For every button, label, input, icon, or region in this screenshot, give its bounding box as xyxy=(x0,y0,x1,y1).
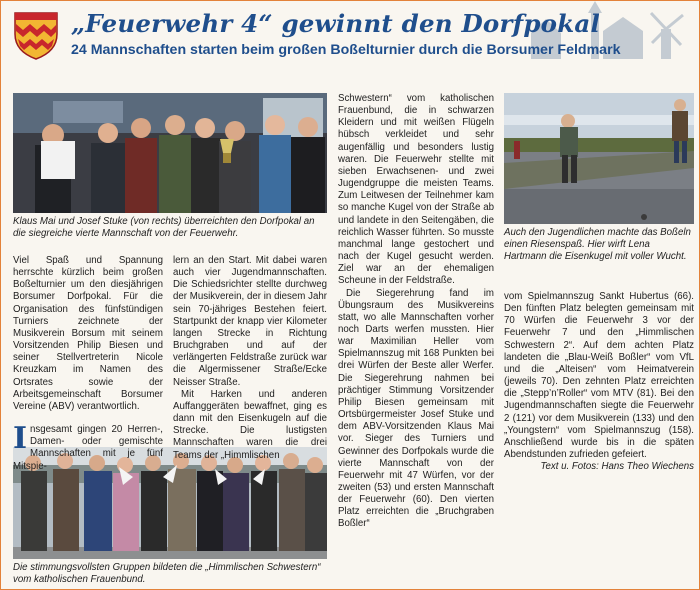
article-paragraph-text: nsgesamt gingen 20 Herren-, Damen- oder gemischte Mannschaften mit je fünf Mitspie- xyxy=(13,424,163,472)
article-paragraph: Die Siegerehrung fand im Übungsraum des Musikvereins statt, wo alle Mannschaften vorher noch Darts werfen mussten. Hier war Maximilian Heller vom Spielmannszug mit 168 Punkten bei drei Würfen der Beste aller Werfer. Die Siegerehrung nahmen bei prächtiger Stimmung Vorsitzender Philip Biesen gemeinsam mit Ortsbürgermeister Josef Stuke und dem ABV-Vorsitzenden Klaus Mai vor. Sieger des Turniers und Gewinner des Dorfpokals wurde die vierte Mannschaft von der Feuerwehr mit 47 Würfen, vor der zweiten (53) und ersten Mannschaft der Feuerwehr (60). Den vierten Platz erreichten die „Bruchgraben Boßler“ xyxy=(338,287,494,530)
top-left-photo-caption: Klaus Mai und Josef Stuke (von rechts) überreichten den Dorfpokal an die siegreiche vierte Mannschaft von der Feuerwehr. xyxy=(13,216,315,240)
article-paragraph: Mit Harken und anderen Auffanggeräten bewaffnet, ging es dann mit den Eisenkugeln auf die Strecke. Die lustigsten Mannschaften waren die drei Teams der „Himmlischen xyxy=(173,388,327,461)
town-coat-of-arms-icon xyxy=(11,10,61,60)
article-paragraph: lern an den Start. Mit dabei waren auch vier Jugendmannschaften. Die Schiedsrichter stellte durchweg der Musikverein, der in diesem Jahr sein 70-jähriges Bestehen feiert. Startpunkt der knapp vier Kilometer langen Strecke in Richtung Bruchgraben und auf der verlängerten Feldstraße zurück war die Algermissener Straße/Ecke Neisser Straße. xyxy=(173,255,327,388)
throwing-photo xyxy=(504,93,694,224)
article-paragraph-dropcap xyxy=(13,421,163,473)
article-column-4 xyxy=(504,291,694,473)
article-column-2 xyxy=(173,255,327,462)
article-paragraph: Schwestern“ vom katholischen Frauenbund, die in schwarzen Kleidern und mit weißen Flügeln hübsch verkleidet und sehr augenfällig und besonders lustig waren. Die Feuerwehr stellte mit sieben Erwachsenen- und zwei Jugendgruppe die meisten Teams. Zum Leitwesen der Teilnehmer kam so manche Kugel von der Straße ab und landete in den Seitengäben, die reichlich Wasser führten. So musste manchmal lange gestochert und nach der Kugel gesucht werden. Ziel war an der ehemaligen Scheune in der Feldstraße. xyxy=(338,93,494,287)
article-headline: „Feuerwehr 4“ gewinnt den Dorfpokal xyxy=(71,9,600,38)
article-column-1 xyxy=(13,255,163,473)
article-column-3 xyxy=(338,93,494,531)
article-paragraph: vom Spielmannszug Sankt Hubertus (66). Den fünften Platz belegten gemeinsam mit 70 Würfen die Feuerwehr 3 vor der Feuerwehr 7 und den „Himmlischen Schwestern 2“. Auf dem achten Platz landeten die „Blau-Weiß Boßler“ vom VfL und die „Alteisen“ vom Heimatverein (jeweils 70). Den zehnten Platz erreichten die „Stepp’n’Roller“ vom MTV (81). Bei den Jugendmannschaften siegte die Feuerwehr 2 (121) vor dem Musikverein (133) und den „Youngstern“ vom Spielmannszug (158). Anschließend wurde bis in die späten Abendstunden zufrieden gefeiert. xyxy=(504,291,694,461)
article-subheadline: 24 Mannschaften starten beim großen Boßelturnier durch die Borsumer Feldmark xyxy=(71,42,621,58)
bottom-left-photo-caption: Die stimmungsvollsten Gruppen bildeten die „Himmlischen Schwestern“ vom katholischen Frauenbund. xyxy=(13,562,321,586)
team-trophy-photo xyxy=(13,93,327,213)
top-right-photo-caption: Auch den Jugendlichen machte das Boßeln einen Riesenspaß. Hier wirft Lena Hartmann die Eisenkugel mit voller Wucht. xyxy=(504,227,691,263)
photo-text-credit: Text u. Fotos: Hans Theo Wiechens xyxy=(540,461,694,473)
article-paragraph: Viel Spaß und Spannung herrschte kürzlich beim großen Boßelturnier um den diesjährigen Borsumer Dorfpokal. Für die Organisation des fünfstündigen Turniers zeichnete der Musikverein Borsum mit seinem Vorsitzenden Philip Biesen und seiner Stellvertreterin Nicole Kreuzkam im Namen des Ortsrates sowie der Arbeitsgemeinschaft Borsumer Vereine (ABV) verantwortlich. xyxy=(13,255,163,412)
drop-cap: I xyxy=(13,421,28,457)
